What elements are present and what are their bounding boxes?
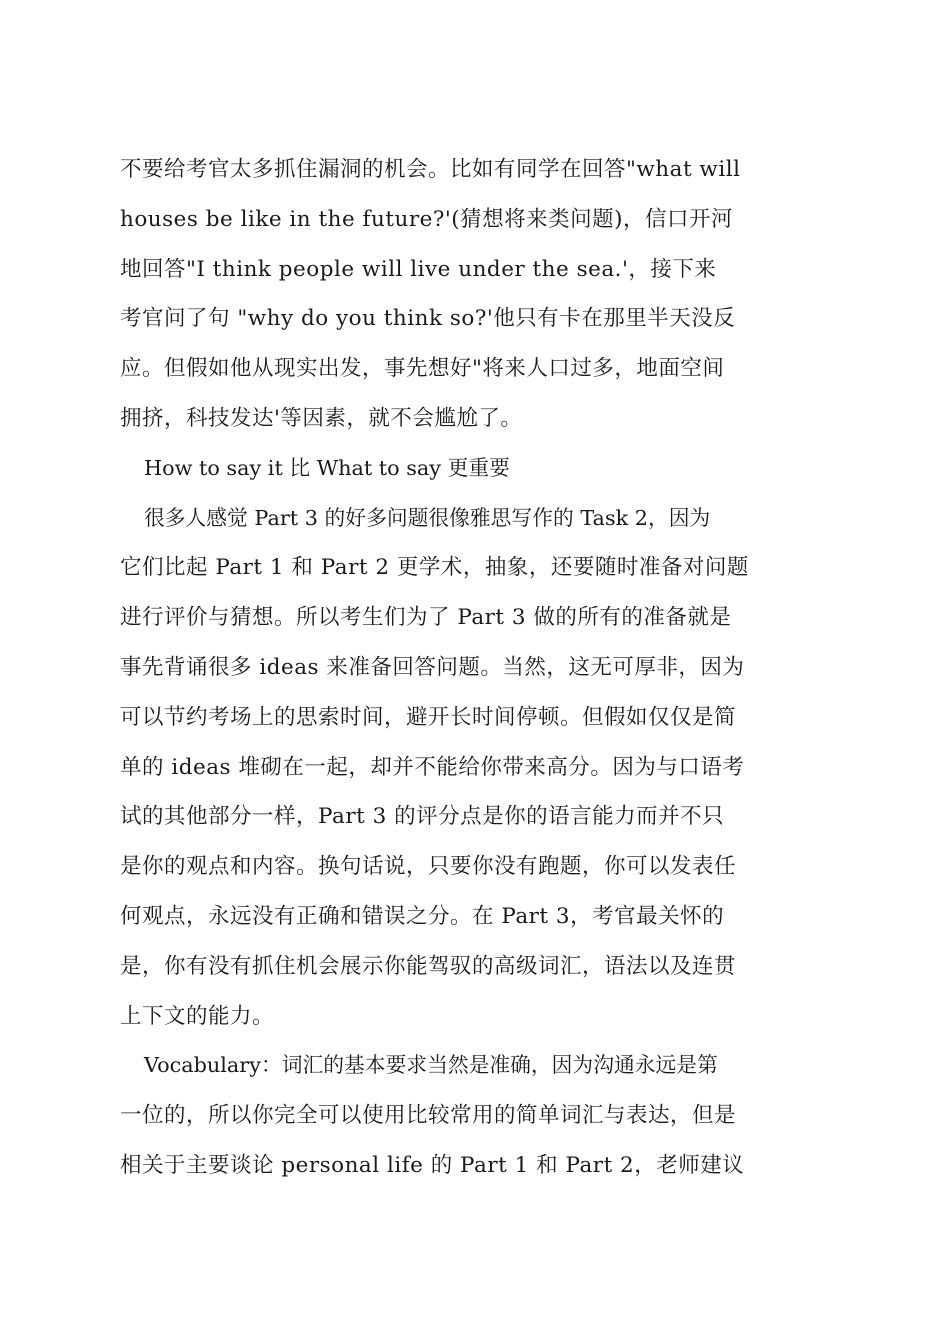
text-line: 一位的，所以你完全可以使用比较常用的简单词汇与表达，但是 xyxy=(120,1103,737,1129)
text-line: 考官问了句 "why do you think so?'他只有卡在那里半天没反 xyxy=(120,306,736,332)
text-line: 进行评价与猜想。所以考生们为了 Part 3 做的所有的准备就是 xyxy=(120,605,732,631)
text-line: 是你的观点和内容。换句话说，只要你没有跑题，你可以发表任 xyxy=(120,854,737,880)
text-line: 是，你有没有抓住机会展示你能驾驭的高级词汇，语法以及连贯 xyxy=(120,953,737,979)
document-body xyxy=(120,145,835,1191)
text-line: 地回答"I think people will live under the sea.'，接下来 xyxy=(120,256,717,282)
text-line: 很多人感觉 Part 3 的好多问题很像雅思写作的 Task 2，因为 xyxy=(144,505,711,530)
text-line: Vocabulary：词汇的基本要求当然是准确，因为沟通永远是第 xyxy=(144,1053,718,1078)
text-line: 它们比起 Part 1 和 Part 2 更学术，抽象，还要随时准备对问题 xyxy=(120,555,749,581)
text-line: 应。但假如他从现实出发，事先想好"将来人口过多，地面空间 xyxy=(120,356,725,382)
text-line: 单的 ideas 堆砌在一起，却并不能给你带来高分。因为与口语考 xyxy=(120,754,745,780)
text-line: 相关于主要谈论 personal life 的 Part 1 和 Part 2，老师建议 xyxy=(120,1152,745,1178)
text-line: 上下文的能力。 xyxy=(120,1003,275,1029)
text-line: 事先背诵很多 ideas 来准备回答问题。当然，这无可厚非，因为 xyxy=(120,654,745,680)
text-line: 可以节约考场上的思索时间，避开长时间停顿。但假如仅仅是简 xyxy=(120,704,737,730)
text-line: 不要给考官太多抓住漏洞的机会。比如有同学在回答"what will xyxy=(120,157,741,182)
text-line: 拥挤，科技发达'等因素，就不会尴尬了。 xyxy=(120,405,523,431)
text-line: How to say it 比 What to say 更重要 xyxy=(144,455,510,480)
text-line: 试的其他部分一样，Part 3 的评分点是你的语言能力而并不只 xyxy=(120,804,725,830)
text-line: houses be like in the future?'(猜想将来类问题)，信口开河 xyxy=(120,206,734,232)
text-line: 何观点，永远没有正确和错误之分。在 Part 3，考官最关怀的 xyxy=(120,903,725,929)
